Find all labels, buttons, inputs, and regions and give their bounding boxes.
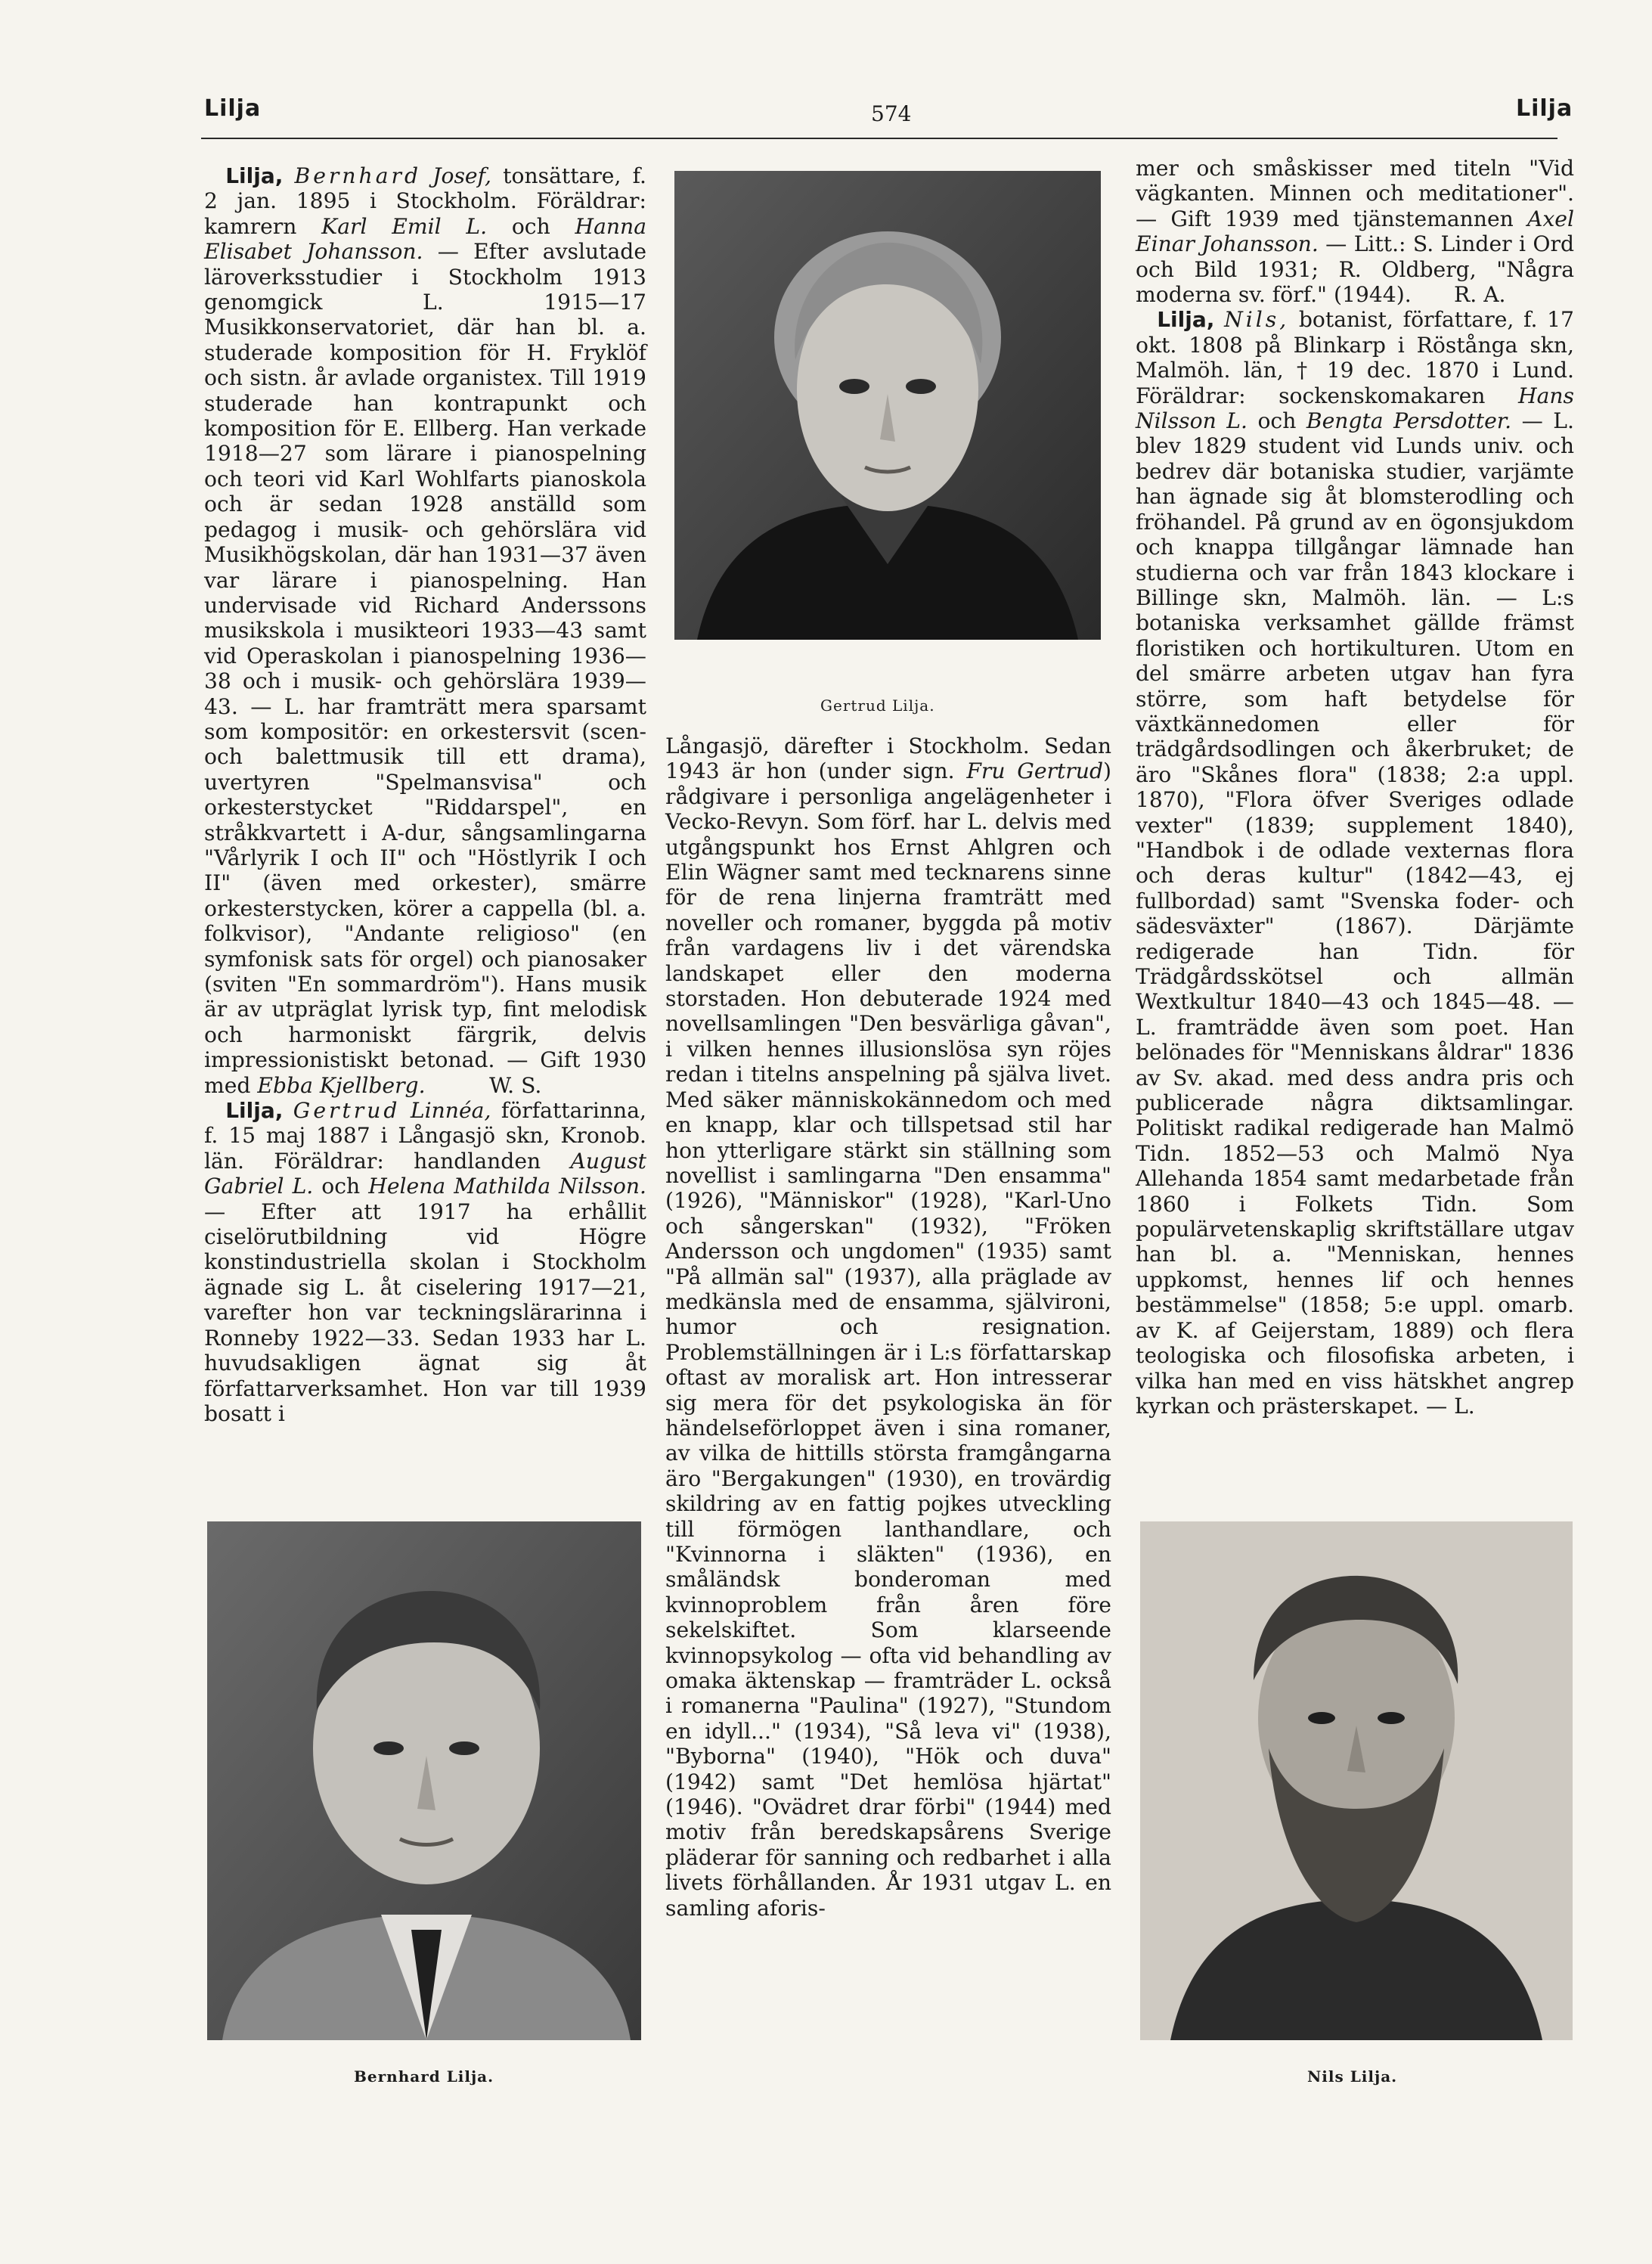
- portrait-nils-image: [1140, 1521, 1573, 2040]
- running-head-right: Lilja: [1516, 95, 1573, 122]
- body-text: mer och småskisser med titeln "Vid vägkanten. Minnen och meditationer". — Gift 1939 med tjänstemannen: [1136, 156, 1574, 231]
- parent-name: Bengta Persdotter.: [1306, 408, 1512, 434]
- body-text: — Litt.: S. Linder i Ord och Bild 1931; R. Oldberg, "Några moderna sv. förf." (1944).: [1136, 231, 1574, 308]
- portrait-gertrud-lilja: [674, 171, 1101, 640]
- parent-name: Hans Nilsson L.: [1136, 383, 1574, 434]
- body-text: och: [1247, 408, 1306, 434]
- parent-name: Helena Mathilda Nilsson.: [368, 1174, 646, 1199]
- given-name: Gertrud: [293, 1098, 401, 1124]
- body-text: Långasjö, därefter i Stockholm. Sedan 1943 är hon (under sign.: [665, 733, 1111, 784]
- body-text: — Efter att 1917 ha erhållit ciselörutbildning vid Högre konstindustriella skolan i Stockholm ägnade sig L. åt ciselering 1917—21, varefter hon var teckningslärarinna i Ronneby 1922—33. Sedan 1933 har L. huvudsakligen ägnat sig åt författarverksamhet. Hon var till 1939 bosatt i: [204, 1199, 646, 1426]
- entry-nils-text: [1136, 307, 1574, 1419]
- page-number: 574: [871, 101, 912, 126]
- spouse-name: Ebba Kjellberg.: [257, 1072, 426, 1098]
- entry-bernhard-text: [204, 163, 646, 1098]
- header-rule: [201, 138, 1557, 139]
- pseudonym: Fru Gertrud: [966, 758, 1103, 784]
- entry-gertrud-end: [1136, 156, 1574, 307]
- body-text: ) rådgivare i personliga angelägenheter i Vecko-Revyn. Som förf. har L. delvis med utgångspunkt hos Ernst Ahlgren och Elin Wägner samt med tecknarens sinne för de rena linjerna framträtt med noveller och romaner, byggda på motiv från vardagens liv i det värendska landskapet eller den moderna storstaden. Hon debuterade 1924 med novellsamlingen "Den besvärliga gåvan", i vilken hennes illusionslösa syn röjes redan i titelns anspelning på själva livet. Med säker människokännedom och med en knapp, klar och tillspetsad stil har hon ytterligare stärkt sin ställning som novellist i samlingarna "Den ensamma" (1926), "Människor" (1928), "Karl-Uno och sångerskan" (1932), "Fröken Andersson och ungdomen" (1935) samt "På allmän sal" (1937), alla präglade av medkänsla med de ensamma, självironi, humor och resignation. Problemställningen är i L:s författarskap oftast av moralisk art. Hon intresserar sig mera för det psykologiska än för händelseförloppet även i sina romaner, av vilka de hittills största framgångarna äro "Bergakungen" (1930), en trovärdig skildring av en fattig pojkes utveckling till förmögen lanthandlare, och "Kvinnorna i släkten" (1936), en småländsk bonderoman med kvinnoproblem från åren före sekelskiftet. Som klarseende kvinnopsykolog — ofta vid behandling av omaka äktenskap — framträder L. också i romanerna "Paulina" (1927), "Stundom en idyll..." (1934), "Så leva vi" (1938), "Byborna" (1940), "Hök och duva" (1942) samt "Det hemlösa hjärtat" (1946). "Ovädret drar förbi" (1944) med motiv från beredskapsårens Sverige pläderar för sanning och redbarhet i alla livets förhållanden. År 1931 utgav L. en samling aforis-: [665, 758, 1111, 1921]
- headword: Lilja,: [1157, 307, 1215, 333]
- middle-name: Linnéa,: [400, 1098, 491, 1124]
- column-1: [204, 163, 646, 1426]
- given-name: Nils,: [1224, 307, 1290, 333]
- body-text: tonsättare, f. 2 jan. 1895 i Stockholm. Föräldrar: kamrern: [204, 163, 646, 239]
- middle-name: Josef,: [421, 163, 491, 188]
- entry-bernhard-lilja: [204, 163, 646, 1098]
- body-text: och: [313, 1174, 369, 1199]
- entry-gertrud-text: [204, 1098, 646, 1426]
- author-signature: R. A.: [1454, 282, 1506, 308]
- parent-name: Karl Emil L.: [321, 213, 488, 239]
- parent-name: Hanna Elisabet Johansson.: [204, 213, 646, 265]
- portrait-bernhard-image: [207, 1521, 641, 2040]
- spouse-name: Axel Einar Johansson.: [1136, 206, 1574, 257]
- entry-gertrud-lilja: [204, 1098, 646, 1426]
- body-text: botanist, författare, f. 17 okt. 1808 på Blinkarp i Röstånga skn, Malmöh. län, † 19 dec. 1870 i Lund. Föräldrar: sockenskomakaren: [1136, 307, 1574, 408]
- entry-gertrud-continued: [665, 733, 1111, 1921]
- portrait-gertrud-image: [674, 171, 1101, 640]
- given-name: Bernhard: [294, 163, 422, 188]
- caption-nils: Nils Lilja.: [1307, 2067, 1398, 2086]
- headword: Lilja,: [225, 163, 284, 188]
- portrait-nils-lilja: [1140, 1521, 1573, 2040]
- portrait-bernhard-lilja: [207, 1521, 641, 2040]
- author-signature: W. S.: [489, 1072, 542, 1098]
- column-2: [665, 733, 1111, 1921]
- column-3: [1136, 156, 1574, 1419]
- parent-name: August Gabriel L.: [204, 1148, 646, 1199]
- body-text: — Efter avslutade läroverksstudier i Stockholm 1913 genomgick L. 1915—17 Musikkonservatoriet, där han bl. a. studerade komposition för H. Fryklöf och sistn. år avlade organistex. Till 1919 studerade han kontrapunkt och komposition för E. Ellberg. Han verkade 1918—27 som lärare i pianospelning och teori vid Karl Wohlfarts pianoskola och är sedan 1928 anställd som pedagog i musik- och gehörslära vid Musikhögskolan, där han 1931—37 även var lärare i pianospelning. Han undervisade vid Richard Anderssons musikskola i musikteori 1933—43 samt vid Operaskolan i pianospelning 1936—38 och i musik- och gehörslära 1939—43. — L. har framträtt mera sparsamt som kompositör: en orkestersvit (scen- och balettmusik till ett drama), uvertyren "Spelmansvisa" och orkesterstycket "Riddarspel", en stråkkvartett i A-dur, sångsamlingarna "Vårlyrik I och II" och "Höstlyrik I och II" (även med orkester), smärre orkesterstycken, körer a cappella (bl. a. folkvisor), "Andante religioso" (en symfonisk sats för orgel) och pianosaker (sviten "En sommardröm"). Hans musik är av utpräglat lyrisk typ, fint melodisk och harmoniskt färgrik, delvis impressionistiskt betonad. — Gift 1930 med: [204, 239, 647, 1098]
- running-head-left: Lilja: [204, 95, 262, 122]
- entry-nils-lilja: [1136, 307, 1574, 1419]
- body-text: och: [487, 213, 575, 239]
- caption-bernhard: Bernhard Lilja.: [354, 2067, 494, 2086]
- body-text: författarinna, f. 15 maj 1887 i Långasjö skn, Kronob. län. Föräldrar: handlanden: [204, 1098, 646, 1174]
- headword: Lilja,: [225, 1098, 284, 1124]
- body-text: — L. blev 1829 student vid Lunds univ. och bedrev där botaniska studier, varjämte han ägnade sig åt blomsterodling och fröhandel. På grund av en ögonsjukdom och knappa tillgångar lämnade han studierna och var från 1843 klockare i Billinge skn, Malmöh. län. — L:s botaniska verksamhet gällde främst floristiken och hortikulturen. Utom en del smärre arbeten utgav han fyra större, som haft betydelse för växtkännedomen eller för trädgårdsodlingen och åkerbruket; de äro "Skånes flora" (1838; 2:a uppl. 1870), "Flora öfver Sveriges odlade vexter" (1839; supplement 1840), "Handbok i de odlade vexternas flora och deras kultur" (1842—43, ej fullbordad) samt "Svenska foder- och sädesväxter" (1867). Därjämte redigerade han Tidn. för Trädgårdsskötsel och allmän Wextkultur 1840—43 och 1845—48. — L. framträdde även som poet. Han belönades för "Menniskans åldrar" 1836 av Sv. akad. med dess andra pris och publicerade några diktsamlingar. Politiskt radikal redigerade han Malmö Tidn. 1852—53 och Malmö Nya Allehanda 1854 samt medarbetade från 1860 i Folkets Tidn. Som populärvetenskaplig skriftställare utgav han bl. a. "Menniskan, hennes uppkomst, hennes lif och hennes bestämmelse" (1858; 5:e uppl. omarb. av K. af Geijerstam, 1889) och flera teologiska och filosofiska arbeten, i vilka han med en viss hätskhet angrep kyrkan och prästerskapet. — L.: [1136, 408, 1574, 1419]
- caption-gertrud: Gertrud Lilja.: [820, 696, 935, 715]
